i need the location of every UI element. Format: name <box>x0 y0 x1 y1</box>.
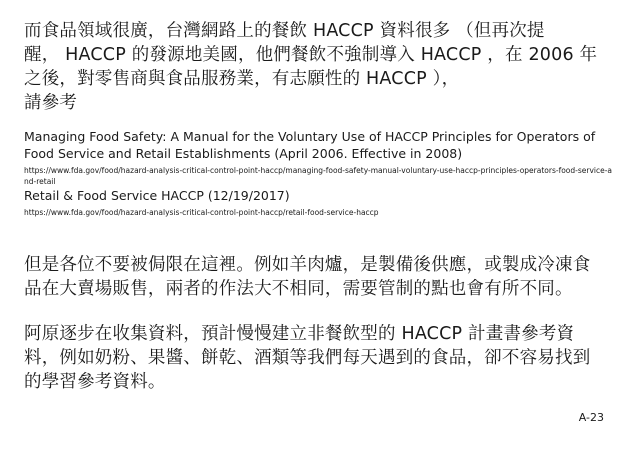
reference-2-url[interactable]: https://www.fda.gov/food/hazard-analysis-critical-control-point-haccp/retail-food-service-haccp <box>24 208 379 217</box>
paragraph-line: 阿原逐步在收集資料，預計慢慢建立非餐飲型的 HACCP 計畫書參考資 <box>24 324 575 344</box>
paragraph-line: 醒， HACCP 的發源地美國，他們餐飲不強制導入 HACCP ，在 2006 年 <box>24 45 598 65</box>
paragraph-line: 品在大賣場販售，兩者的作法大不相同，需要管制的點也會有所不同。 <box>24 279 573 299</box>
page-number: A-23 <box>578 411 604 424</box>
reference-title-line: Managing Food Safety: A Manual for the Voluntary Use of HACCP Principles for Operators of <box>24 129 596 144</box>
reference-1-link[interactable] <box>24 165 616 187</box>
collection-paragraph <box>24 322 616 394</box>
paragraph-line: 而食品領域很廣，台灣網路上的餐飲 HACCP 資料很多 （但再次提 <box>24 21 545 41</box>
paragraph-line: 之後，對零售商與食品服務業，有志願性的 HACCP ）， <box>24 69 460 89</box>
reference-2-title <box>24 187 616 204</box>
reference-title-line: Retail & Food Service HACCP (12/19/2017) <box>24 188 290 203</box>
reference-2-link[interactable] <box>24 207 616 218</box>
intro-paragraph <box>24 19 616 115</box>
reference-1-title <box>24 128 616 162</box>
paragraph-line: 的學習參考資料。 <box>24 372 166 392</box>
reference-1-url[interactable]: https://www.fda.gov/food/hazard-analysis-critical-control-point-haccp/managing-food-safety-manual-voluntary-use-haccp-principles-operators-food-service-and-retail <box>24 166 613 186</box>
limitation-paragraph <box>24 253 616 301</box>
paragraph-line: 請參考 <box>24 93 78 113</box>
paragraph-line: 料，例如奶粉、果醬、餅乾、酒類等我們每天遇到的食品，卻不容易找到 <box>24 348 591 368</box>
reference-title-line: Food Service and Retail Establishments (April 2006. Effective in 2008) <box>24 146 463 161</box>
paragraph-line: 但是各位不要被侷限在這裡。例如羊肉爐，是製備後供應，或製成冷凍食 <box>24 255 591 275</box>
